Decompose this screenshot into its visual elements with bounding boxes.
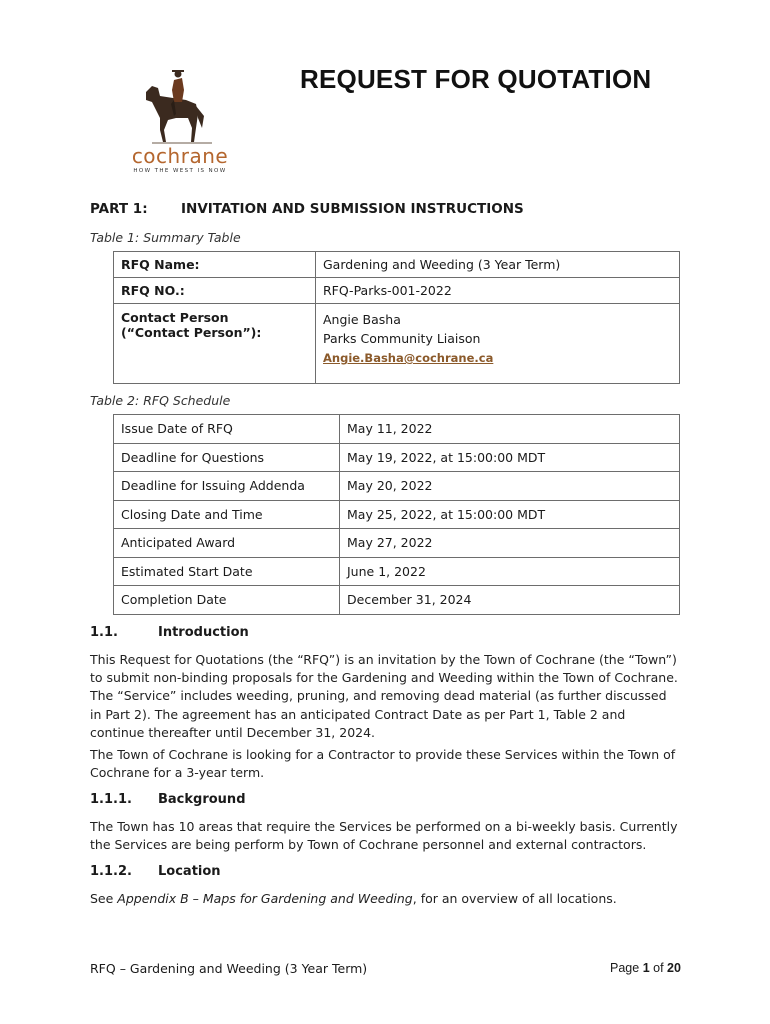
table-key: Closing Date and Time [114, 500, 340, 529]
page-word: Page [610, 961, 640, 975]
contact-value [316, 304, 680, 384]
table-row [114, 529, 680, 558]
table-row [114, 557, 680, 586]
table-value: May 11, 2022 [340, 415, 680, 444]
table-row [114, 415, 680, 444]
page-total: 20 [667, 961, 681, 975]
table-key: RFQ NO.: [114, 278, 316, 304]
table-row [114, 252, 680, 278]
table1-caption: Table 1: Summary Table [90, 230, 241, 245]
location-paragraph [90, 890, 680, 908]
table-value: May 25, 2022, at 15:00:00 MDT [340, 500, 680, 529]
footer-document-title: RFQ – Gardening and Weeding (3 Year Term) [90, 961, 368, 976]
table-row [114, 586, 680, 615]
part-title: INVITATION AND SUBMISSION INSTRUCTIONS [181, 201, 524, 217]
table-key: Estimated Start Date [114, 557, 340, 586]
section-number-intro: 1.1. [90, 625, 118, 640]
contact-key-line2: (“Contact Person”): [121, 325, 262, 340]
table-value: May 19, 2022, at 15:00:00 MDT [340, 443, 680, 472]
logo-tagline: HOW THE WEST IS NOW [133, 168, 227, 174]
section-title-background: Background [158, 792, 246, 807]
location-text-suffix: , for an overview of all locations. [412, 891, 617, 906]
table-key: Issue Date of RFQ [114, 415, 340, 444]
contact-role: Parks Community Liaison [323, 331, 481, 346]
section-number-background: 1.1.1. [90, 792, 132, 807]
table-value: May 27, 2022 [340, 529, 680, 558]
part-number: PART 1: [90, 201, 148, 217]
contact-email-link[interactable]: Angie.Basha@cochrane.ca [323, 351, 494, 365]
page-of: of [653, 961, 664, 975]
table-row [114, 500, 680, 529]
table-key: Completion Date [114, 586, 340, 615]
table-key: Anticipated Award [114, 529, 340, 558]
table-value: May 20, 2022 [340, 472, 680, 501]
page-current: 1 [642, 961, 650, 975]
section-number-location: 1.1.2. [90, 864, 132, 879]
contact-key-line1: Contact Person [121, 310, 229, 325]
page-title: REQUEST FOR QUOTATION [300, 64, 652, 94]
table-row [114, 304, 680, 384]
table-key: Deadline for Issuing Addenda [114, 472, 340, 501]
table-row [114, 278, 680, 304]
table-row [114, 472, 680, 501]
contact-key [114, 304, 316, 384]
logo-wordmark: cochrane [131, 144, 229, 168]
footer-page-number [610, 961, 681, 975]
horse-rider-logo-icon [116, 70, 244, 146]
schedule-table [113, 414, 680, 615]
background-paragraph: The Town has 10 areas that require the Services be performed on a bi-weekly basis. Currently the Services are being perform by Town of Cochrane personnel and external contractors. [90, 819, 678, 853]
table-row [114, 443, 680, 472]
table-value: Gardening and Weeding (3 Year Term) [316, 252, 680, 278]
table-value: June 1, 2022 [340, 557, 680, 586]
section-title-intro: Introduction [158, 625, 249, 640]
table2-caption: Table 2: RFQ Schedule [90, 393, 231, 408]
table-value: December 31, 2024 [340, 586, 680, 615]
intro-paragraph-1: This Request for Quotations (the “RFQ”) is an invitation by the Town of Cochrane (the “Town”) to submit non-binding proposals for the Gardening and Weeding within the Town of Cochrane. The “Service” includes weeding, pruning, and removing dead material (as further discussed in Part 2). The agreement has an anticipated Contract Date as per Part 1, Table 2 and continue thereafter until December 31, 2024. [90, 652, 678, 740]
contact-name: Angie Basha [323, 312, 401, 327]
section-title-location: Location [158, 864, 221, 879]
summary-table [113, 251, 680, 384]
table-key: Deadline for Questions [114, 443, 340, 472]
appendix-reference: Appendix B – Maps for Gardening and Weeding [117, 891, 413, 906]
cochrane-logo [116, 70, 244, 176]
location-text-prefix: See [90, 891, 118, 906]
intro-paragraph-2: The Town of Cochrane is looking for a Contractor to provide these Services within the Town of Cochrane for a 3-year term. [90, 747, 676, 781]
table-value: RFQ-Parks-001-2022 [316, 278, 680, 304]
table-key: RFQ Name: [114, 252, 316, 278]
